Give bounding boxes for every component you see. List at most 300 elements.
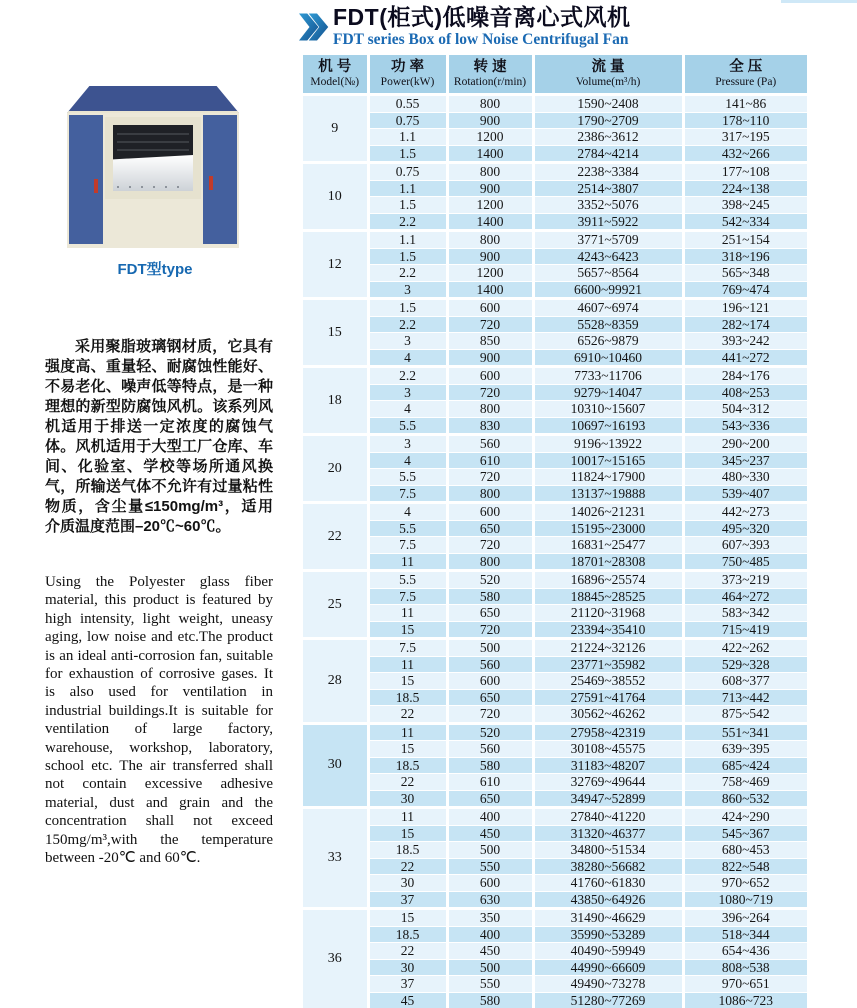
volume-cell: 30108~45575: [533, 741, 683, 758]
model-cell: 25: [303, 571, 368, 639]
pressure-cell: 432~266: [683, 145, 807, 163]
rotation-cell: 800: [447, 163, 533, 181]
table-row: [303, 520, 807, 537]
pressure-cell: 345~237: [683, 452, 807, 469]
pressure-cell: 317~195: [683, 129, 807, 146]
table-row: [303, 367, 807, 385]
power-cell: 22: [368, 774, 447, 791]
power-cell: 37: [368, 891, 447, 909]
table-row: [303, 656, 807, 673]
power-cell: 1.1: [368, 180, 447, 197]
pressure-cell: 442~273: [683, 503, 807, 521]
power-cell: 3: [368, 384, 447, 401]
col-header-pressure-cn: 全 压: [685, 59, 808, 76]
pressure-cell: 398~245: [683, 197, 807, 214]
volume-cell: 11824~17900: [533, 469, 683, 486]
table-row: [303, 299, 807, 317]
power-cell: 1.5: [368, 197, 447, 214]
pressure-cell: 141~86: [683, 95, 807, 113]
power-cell: 0.75: [368, 163, 447, 181]
rotation-cell: 550: [447, 858, 533, 875]
table-row: [303, 741, 807, 758]
volume-cell: 3911~5922: [533, 213, 683, 231]
rotation-cell: 600: [447, 673, 533, 690]
power-cell: 2.2: [368, 316, 447, 333]
pressure-cell: 639~395: [683, 741, 807, 758]
volume-cell: 16831~25477: [533, 537, 683, 554]
rotation-cell: 520: [447, 723, 533, 741]
volume-cell: 21224~32126: [533, 639, 683, 657]
rotation-cell: 560: [447, 656, 533, 673]
volume-cell: 21120~31968: [533, 605, 683, 622]
table-row: [303, 723, 807, 741]
description-chinese: 采用聚脂玻璃钢材质，它具有强度高、重量轻、耐腐蚀性能好、不易老化、噪声低等特点，是一种理想的新型防腐蚀风机。该系列风机适用于排送一定浓度的腐蚀气体。风机适用于大型工厂仓库、车间、化验室、学校等场所通风换气，所输送气体不允许有过量粘性物质，含尘量≤150mg/m³，适用介质温度范围–20℃~60℃。: [45, 337, 273, 537]
model-cell: 36: [303, 909, 368, 1008]
rotation-cell: 800: [447, 401, 533, 418]
rotation-cell: 500: [447, 959, 533, 976]
table-row: [303, 926, 807, 943]
power-cell: 1.5: [368, 299, 447, 317]
table-row: [303, 858, 807, 875]
power-cell: 3: [368, 333, 447, 350]
rotation-cell: 580: [447, 588, 533, 605]
rotation-cell: 580: [447, 992, 533, 1008]
pressure-cell: 750~485: [683, 553, 807, 571]
rotation-cell: 650: [447, 689, 533, 706]
pressure-cell: 422~262: [683, 639, 807, 657]
pressure-cell: 607~393: [683, 537, 807, 554]
power-cell: 2.2: [368, 367, 447, 385]
volume-cell: 14026~21231: [533, 503, 683, 521]
rotation-cell: 600: [447, 367, 533, 385]
model-cell: 22: [303, 503, 368, 571]
rotation-cell: 1200: [447, 129, 533, 146]
rotation-cell: 500: [447, 639, 533, 657]
table-row: [303, 774, 807, 791]
power-cell: 30: [368, 790, 447, 808]
table-row: [303, 673, 807, 690]
rotation-cell: 650: [447, 520, 533, 537]
pressure-cell: 495~320: [683, 520, 807, 537]
volume-cell: 10310~15607: [533, 401, 683, 418]
col-header-power: [368, 55, 447, 95]
pressure-cell: 393~242: [683, 333, 807, 350]
pressure-cell: 464~272: [683, 588, 807, 605]
power-cell: 5.5: [368, 469, 447, 486]
pressure-cell: 583~342: [683, 605, 807, 622]
power-cell: 22: [368, 706, 447, 724]
col-header-volume-en: Volume(m³/h): [535, 76, 682, 89]
pressure-cell: 715~419: [683, 621, 807, 639]
volume-cell: 1790~2709: [533, 112, 683, 129]
table-row: [303, 621, 807, 639]
rotation-cell: 900: [447, 248, 533, 265]
power-cell: 15: [368, 825, 447, 842]
model-cell: 28: [303, 639, 368, 724]
volume-cell: 31490~46629: [533, 909, 683, 927]
pressure-cell: 608~377: [683, 673, 807, 690]
rotation-cell: 650: [447, 605, 533, 622]
power-cell: 11: [368, 553, 447, 571]
table-row: [303, 163, 807, 181]
pressure-cell: 822~548: [683, 858, 807, 875]
table-row: [303, 95, 807, 113]
table-row: [303, 281, 807, 299]
fan-blade-slat: [117, 149, 189, 151]
volume-cell: 16896~25574: [533, 571, 683, 589]
volume-cell: 49490~73278: [533, 976, 683, 993]
power-cell: 5.5: [368, 520, 447, 537]
model-cell: 30: [303, 723, 368, 808]
table-row: [303, 605, 807, 622]
volume-cell: 18845~28525: [533, 588, 683, 605]
volume-cell: 32769~49644: [533, 774, 683, 791]
rotation-cell: 1200: [447, 197, 533, 214]
image-caption: FDT型type: [40, 258, 270, 279]
power-cell: 4: [368, 503, 447, 521]
rotation-cell: 520: [447, 571, 533, 589]
volume-cell: 34947~52899: [533, 790, 683, 808]
table-row: [303, 145, 807, 163]
rotation-cell: 610: [447, 452, 533, 469]
rotation-cell: 720: [447, 316, 533, 333]
table-row: [303, 588, 807, 605]
power-cell: 18.5: [368, 926, 447, 943]
table-row: [303, 452, 807, 469]
rotation-cell: 720: [447, 469, 533, 486]
col-header-power-en: Power(kW): [370, 76, 446, 89]
power-cell: 1.5: [368, 145, 447, 163]
volume-cell: 30562~46262: [533, 706, 683, 724]
rotation-cell: 720: [447, 706, 533, 724]
volume-cell: 43850~64926: [533, 891, 683, 909]
rotation-cell: 610: [447, 774, 533, 791]
power-cell: 18.5: [368, 757, 447, 774]
volume-cell: 4607~6974: [533, 299, 683, 317]
rotation-cell: 560: [447, 435, 533, 453]
pressure-cell: 860~532: [683, 790, 807, 808]
model-cell: 12: [303, 231, 368, 299]
pressure-cell: 178~110: [683, 112, 807, 129]
rotation-cell: 630: [447, 891, 533, 909]
rotation-cell: 720: [447, 621, 533, 639]
power-cell: 11: [368, 723, 447, 741]
power-cell: 45: [368, 992, 447, 1008]
spec-table: [303, 55, 807, 1008]
volume-cell: 27958~42319: [533, 723, 683, 741]
pressure-cell: 480~330: [683, 469, 807, 486]
rotation-cell: 550: [447, 976, 533, 993]
product-image: [67, 86, 239, 248]
pressure-cell: 565~348: [683, 265, 807, 282]
rotation-cell: 800: [447, 95, 533, 113]
spec-table-header: [303, 55, 807, 95]
rotation-cell: 400: [447, 808, 533, 826]
volume-cell: 34800~51534: [533, 842, 683, 859]
volume-cell: 2784~4214: [533, 145, 683, 163]
rotation-cell: 500: [447, 842, 533, 859]
pressure-cell: 680~453: [683, 842, 807, 859]
table-row: [303, 469, 807, 486]
power-cell: 4: [368, 452, 447, 469]
fan-bolt-row: [117, 186, 189, 188]
rotation-cell: 600: [447, 299, 533, 317]
power-cell: 0.55: [368, 95, 447, 113]
col-header-pressure: [683, 55, 807, 95]
volume-cell: 31320~46377: [533, 825, 683, 842]
pressure-cell: 196~121: [683, 299, 807, 317]
col-header-model: [303, 55, 368, 95]
pressure-cell: 654~436: [683, 943, 807, 960]
fan-front-face: [67, 113, 239, 248]
page-subtitle: FDT series Box of low Noise Centrifugal Fan: [333, 30, 853, 49]
table-row: [303, 553, 807, 571]
table-row: [303, 180, 807, 197]
fan-left-handle: [94, 179, 98, 193]
table-row: [303, 706, 807, 724]
power-cell: 18.5: [368, 842, 447, 859]
pressure-cell: 177~108: [683, 163, 807, 181]
rotation-cell: 900: [447, 180, 533, 197]
volume-cell: 7733~11706: [533, 367, 683, 385]
power-cell: 2.2: [368, 213, 447, 231]
power-cell: 37: [368, 976, 447, 993]
power-cell: 4: [368, 401, 447, 418]
rotation-cell: 600: [447, 503, 533, 521]
fan-right-handle: [209, 176, 213, 190]
table-row: [303, 875, 807, 892]
volume-cell: 5657~8564: [533, 265, 683, 282]
pressure-cell: 318~196: [683, 248, 807, 265]
pressure-cell: 408~253: [683, 384, 807, 401]
volume-cell: 15195~23000: [533, 520, 683, 537]
power-cell: 30: [368, 875, 447, 892]
pressure-cell: 504~312: [683, 401, 807, 418]
volume-cell: 6526~9879: [533, 333, 683, 350]
power-cell: 7.5: [368, 639, 447, 657]
power-cell: 15: [368, 909, 447, 927]
rotation-cell: 850: [447, 333, 533, 350]
rotation-cell: 720: [447, 537, 533, 554]
pressure-cell: 713~442: [683, 689, 807, 706]
volume-cell: 10697~16193: [533, 417, 683, 435]
power-cell: 7.5: [368, 485, 447, 503]
volume-cell: 25469~38552: [533, 673, 683, 690]
table-row: [303, 129, 807, 146]
volume-cell: 51280~77269: [533, 992, 683, 1008]
power-cell: 5.5: [368, 417, 447, 435]
pressure-cell: 424~290: [683, 808, 807, 826]
power-cell: 11: [368, 605, 447, 622]
power-cell: 1.5: [368, 248, 447, 265]
volume-cell: 6910~10460: [533, 349, 683, 367]
pressure-cell: 543~336: [683, 417, 807, 435]
power-cell: 0.75: [368, 112, 447, 129]
model-cell: 18: [303, 367, 368, 435]
table-row: [303, 689, 807, 706]
pressure-cell: 545~367: [683, 825, 807, 842]
rotation-cell: 830: [447, 417, 533, 435]
table-row: [303, 639, 807, 657]
header-titles: [333, 4, 853, 49]
volume-cell: 5528~8359: [533, 316, 683, 333]
pressure-cell: 808~538: [683, 959, 807, 976]
pressure-cell: 282~174: [683, 316, 807, 333]
rotation-cell: 450: [447, 943, 533, 960]
volume-cell: 18701~28308: [533, 553, 683, 571]
model-cell: 33: [303, 808, 368, 909]
power-cell: 30: [368, 959, 447, 976]
volume-cell: 2238~3384: [533, 163, 683, 181]
rotation-cell: 1200: [447, 265, 533, 282]
power-cell: 1.1: [368, 231, 447, 249]
pressure-cell: 685~424: [683, 757, 807, 774]
col-header-pressure-en: Pressure (Pa): [685, 76, 808, 89]
power-cell: 18.5: [368, 689, 447, 706]
pressure-cell: 539~407: [683, 485, 807, 503]
pressure-cell: 970~651: [683, 976, 807, 993]
pressure-cell: 758~469: [683, 774, 807, 791]
volume-cell: 2386~3612: [533, 129, 683, 146]
table-row: [303, 197, 807, 214]
volume-cell: 23394~35410: [533, 621, 683, 639]
table-row: [303, 808, 807, 826]
power-cell: 4: [368, 349, 447, 367]
table-row: [303, 485, 807, 503]
col-header-model-en: Model(№): [303, 76, 367, 89]
power-cell: 7.5: [368, 537, 447, 554]
rotation-cell: 1400: [447, 213, 533, 231]
double-chevron-right-icon: [299, 8, 329, 51]
table-row: [303, 959, 807, 976]
col-header-rotation: [447, 55, 533, 95]
power-cell: 7.5: [368, 588, 447, 605]
pressure-cell: 551~341: [683, 723, 807, 741]
table-row: [303, 790, 807, 808]
pressure-cell: 441~272: [683, 349, 807, 367]
header-row: [303, 55, 807, 95]
model-cell: 10: [303, 163, 368, 231]
rotation-cell: 720: [447, 384, 533, 401]
volume-cell: 2514~3807: [533, 180, 683, 197]
rotation-cell: 400: [447, 926, 533, 943]
top-right-strip: [781, 0, 857, 3]
table-row: [303, 842, 807, 859]
col-header-power-cn: 功 率: [370, 59, 446, 76]
rotation-cell: 350: [447, 909, 533, 927]
table-row: [303, 976, 807, 993]
table-row: [303, 231, 807, 249]
power-cell: 15: [368, 621, 447, 639]
power-cell: 11: [368, 808, 447, 826]
table-row: [303, 349, 807, 367]
power-cell: 11: [368, 656, 447, 673]
table-row: [303, 757, 807, 774]
volume-cell: 9196~13922: [533, 435, 683, 453]
model-cell: 15: [303, 299, 368, 367]
rotation-cell: 900: [447, 112, 533, 129]
volume-cell: 1590~2408: [533, 95, 683, 113]
table-row: [303, 571, 807, 589]
table-row: [303, 417, 807, 435]
pressure-cell: 224~138: [683, 180, 807, 197]
col-header-model-cn: 机 号: [303, 59, 367, 76]
pressure-cell: 970~652: [683, 875, 807, 892]
volume-cell: 31183~48207: [533, 757, 683, 774]
col-header-volume: [533, 55, 683, 95]
table-row: [303, 537, 807, 554]
table-row: [303, 503, 807, 521]
power-cell: 22: [368, 943, 447, 960]
fan-opening: [105, 117, 201, 199]
pressure-cell: 875~542: [683, 706, 807, 724]
volume-cell: 10017~15165: [533, 452, 683, 469]
table-row: [303, 333, 807, 350]
table-row: [303, 401, 807, 418]
rotation-cell: 560: [447, 741, 533, 758]
power-cell: 1.1: [368, 129, 447, 146]
description-english: Using the Polyester glass fiber material, this product is featured by high intensity, light weight, uneasy aging, low noise and etc.The product is an ideal anti-corrosion fan, suitable for exhaustion of corrosive gases. It is also used for ventilation in industrial buildings.It is suitable for ventilation of large factory, warehouse, workshop, laboratory, school etc. The air transferred shall not contain excessive adhesive material, dust and grain and the concentration shall not exceed 150mg/m³,with the temperature between -20℃ and 60℃.: [45, 573, 273, 868]
power-cell: 5.5: [368, 571, 447, 589]
table-row: [303, 435, 807, 453]
table-row: [303, 248, 807, 265]
rotation-cell: 450: [447, 825, 533, 842]
pressure-cell: 251~154: [683, 231, 807, 249]
volume-cell: 6600~99921: [533, 281, 683, 299]
model-cell: 9: [303, 95, 368, 163]
rotation-cell: 800: [447, 553, 533, 571]
volume-cell: 13137~19888: [533, 485, 683, 503]
col-header-rotation-cn: 转 速: [449, 59, 532, 76]
rotation-cell: 1400: [447, 145, 533, 163]
pressure-cell: 518~344: [683, 926, 807, 943]
volume-cell: 35990~53289: [533, 926, 683, 943]
col-header-volume-cn: 流 量: [535, 59, 682, 76]
table-row: [303, 909, 807, 927]
table-row: [303, 825, 807, 842]
col-header-rotation-en: Rotation(r/min): [449, 76, 532, 89]
volume-cell: 4243~6423: [533, 248, 683, 265]
table-row: [303, 384, 807, 401]
rotation-cell: 1400: [447, 281, 533, 299]
fan-blade-slat: [117, 133, 189, 135]
pressure-cell: 529~328: [683, 656, 807, 673]
volume-cell: 27591~41764: [533, 689, 683, 706]
pressure-cell: 284~176: [683, 367, 807, 385]
power-cell: 15: [368, 673, 447, 690]
table-row: [303, 316, 807, 333]
power-cell: 3: [368, 435, 447, 453]
power-cell: 15: [368, 741, 447, 758]
table-row: [303, 213, 807, 231]
rotation-cell: 650: [447, 790, 533, 808]
pressure-cell: 769~474: [683, 281, 807, 299]
volume-cell: 23771~35982: [533, 656, 683, 673]
table-row: [303, 112, 807, 129]
power-cell: 3: [368, 281, 447, 299]
fan-blade-slat: [117, 141, 189, 143]
table-row: [303, 943, 807, 960]
table-row: [303, 891, 807, 909]
rotation-cell: 580: [447, 757, 533, 774]
volume-cell: 44990~66609: [533, 959, 683, 976]
pressure-cell: 290~200: [683, 435, 807, 453]
rotation-cell: 800: [447, 485, 533, 503]
pressure-cell: 396~264: [683, 909, 807, 927]
volume-cell: 38280~56682: [533, 858, 683, 875]
rotation-cell: 800: [447, 231, 533, 249]
power-cell: 2.2: [368, 265, 447, 282]
